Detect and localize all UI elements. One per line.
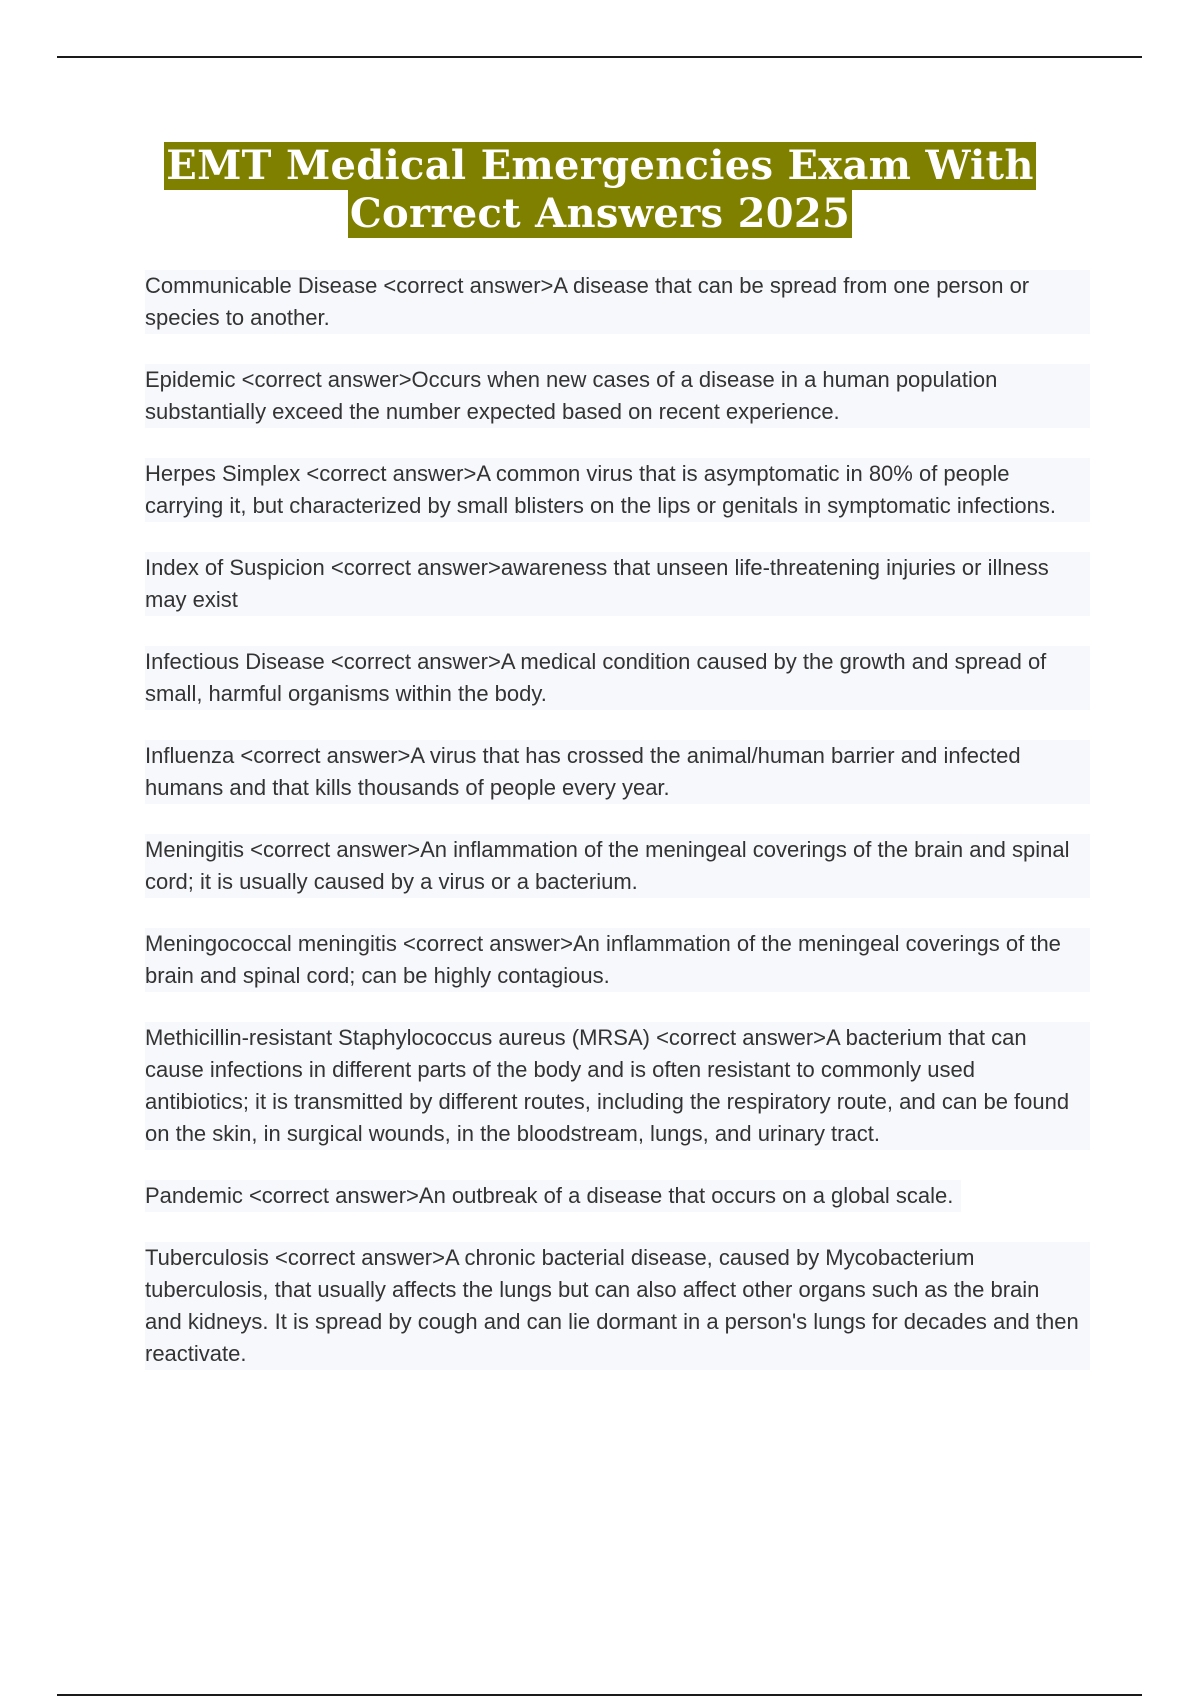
title-line-2: Correct Answers 2025 [349,190,851,237]
entry-communicable-disease: Communicable Disease <correct answer>A disease that can be spread from one person or species to another. [145,270,1090,334]
top-rule [57,56,1142,58]
entry-tuberculosis: Tuberculosis <correct answer>A chronic bacterial disease, caused by Mycobacterium tuberculosis, that usually affects the lungs but can also affect other organs such as the brain and kidneys. It is spread by cough and can lie dormant in a person's lungs for decades and then reactivate. [145,1242,1090,1370]
entry-mrsa: Methicillin-resistant Staphylococcus aureus (MRSA) <correct answer>A bacterium that can cause infections in different parts of the body and is often resistant to commonly used antibiotics; it is transmitted by different routes, including the respiratory route, and can be found on the skin, in surgical wounds, in the bloodstream, lungs, and urinary tract. [145,1022,1090,1150]
entry-pandemic: Pandemic <correct answer>An outbreak of a disease that occurs on a global scale. [145,1180,961,1212]
entry-epidemic: Epidemic <correct answer>Occurs when new cases of a disease in a human population substantially exceed the number expected based on recent experience. [145,364,1090,428]
entry-influenza: Influenza <correct answer>A virus that has crossed the animal/human barrier and infected humans and that kills thousands of people every year. [145,740,1090,804]
bottom-rule [57,1694,1142,1696]
entry-meningitis: Meningitis <correct answer>An inflammation of the meningeal coverings of the brain and spinal cord; it is usually caused by a virus or a bacterium. [145,834,1090,898]
title-line-1: EMT Medical Emergencies Exam With [166,142,1034,189]
entry-index-of-suspicion: Index of Suspicion <correct answer>awareness that unseen life-threatening injuries or illness may exist [145,552,1090,616]
page-title [0,142,1200,238]
entry-meningococcal-meningitis: Meningococcal meningitis <correct answer>An inflammation of the meningeal coverings of the brain and spinal cord; can be highly contagious. [145,928,1090,992]
entry-list [145,270,1090,1400]
entry-infectious-disease: Infectious Disease <correct answer>A medical condition caused by the growth and spread of small, harmful organisms within the body. [145,646,1090,710]
entry-herpes-simplex: Herpes Simplex <correct answer>A common virus that is asymptomatic in 80% of people carrying it, but characterized by small blisters on the lips or genitals in symptomatic infections. [145,458,1090,522]
